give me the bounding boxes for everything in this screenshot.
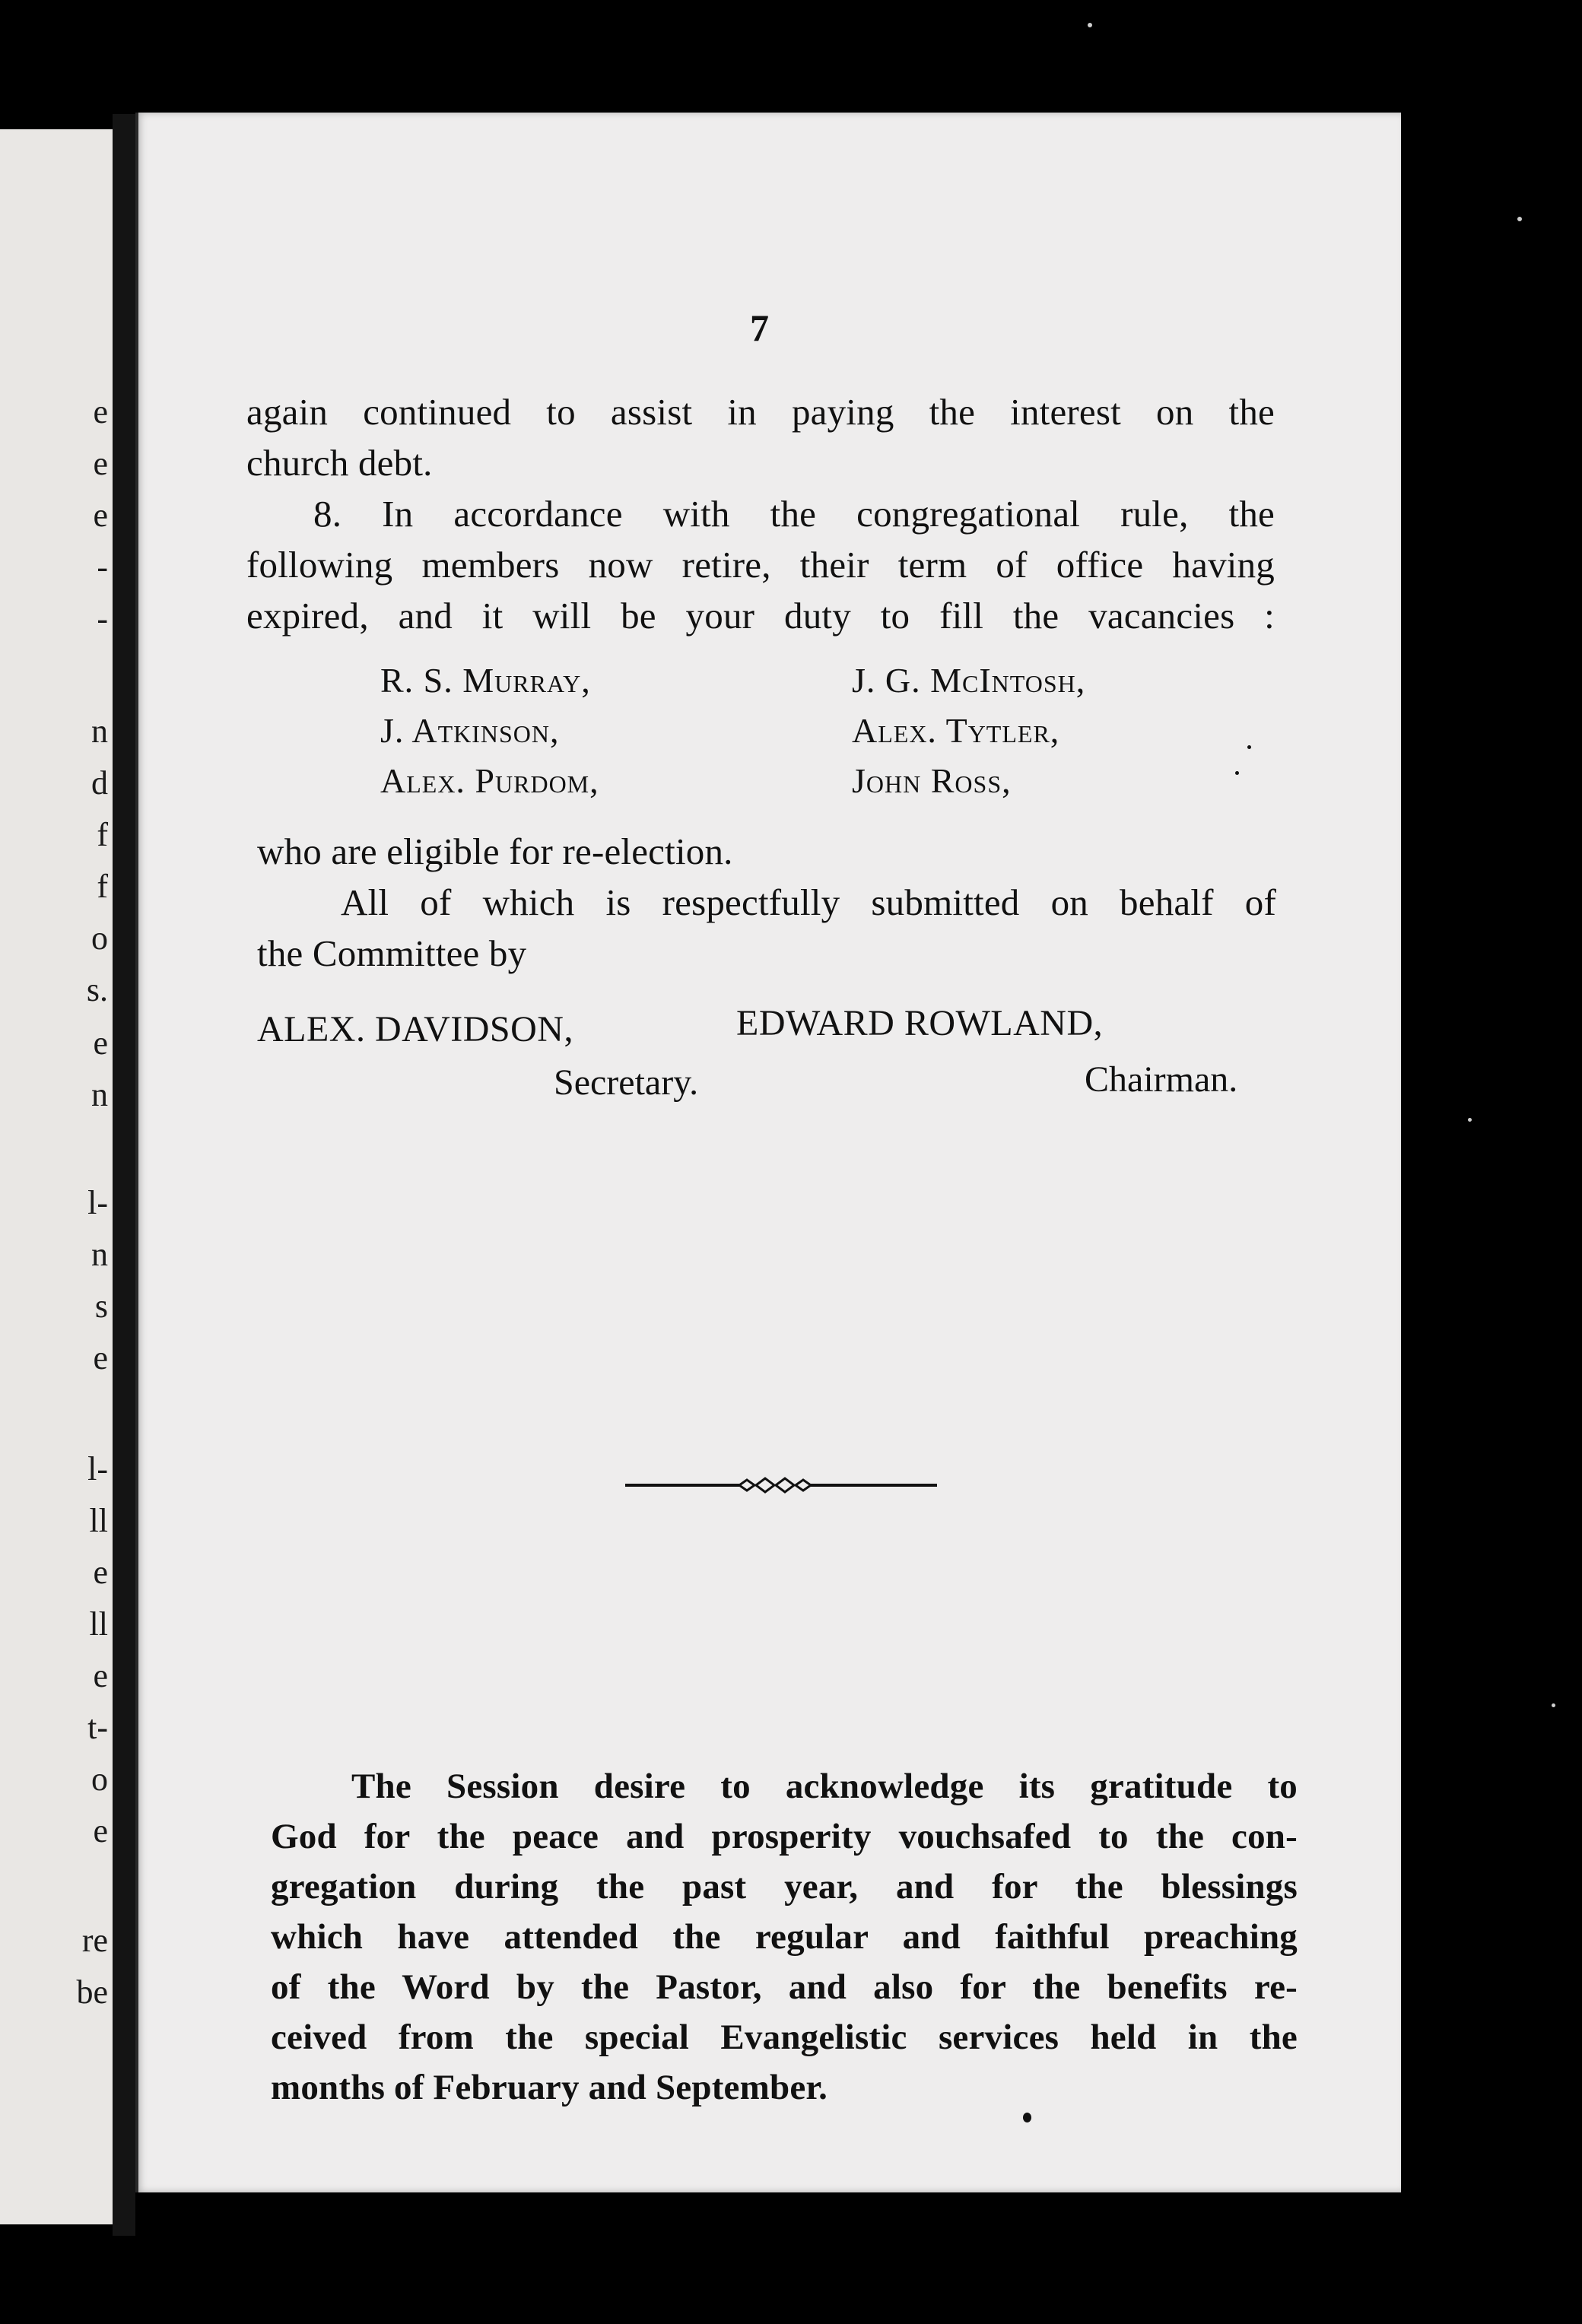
text-line: of the Word by the Pastor, and also for the benefits re- xyxy=(271,1967,1298,2007)
text-line: who are eligible for re-election. xyxy=(257,830,733,872)
previous-page-fragment: n xyxy=(91,1076,108,1113)
ink-speck xyxy=(1023,2113,1031,2122)
member-name: Alex. Tytler, xyxy=(852,711,1060,750)
text-line: expired, and it will be your duty to fill the vacancies : xyxy=(246,595,1275,637)
scan-speck xyxy=(1468,1118,1472,1122)
previous-page-fragment: o xyxy=(91,919,108,957)
previous-page-fragment: s xyxy=(94,1287,108,1325)
text-line: gregation during the past year, and for the blessings xyxy=(271,1867,1298,1907)
previous-page-fragment: n xyxy=(91,1236,108,1273)
previous-page-fragment: be xyxy=(76,1973,108,2011)
previous-page-fragment: e xyxy=(93,1554,108,1591)
previous-page-edge xyxy=(0,129,113,2224)
previous-page-fragment: ll xyxy=(89,1502,108,1539)
member-name: J. G. McIntosh, xyxy=(852,661,1086,700)
text-line: months of February and September. xyxy=(271,2068,828,2107)
previous-page-fragment: re xyxy=(81,1922,108,1959)
text-line: the Committee by xyxy=(257,932,527,974)
previous-page-fragment: f xyxy=(97,868,108,905)
page-edge xyxy=(135,113,138,2192)
previous-page-fragment: e xyxy=(93,1812,108,1849)
scan-speck xyxy=(1552,1703,1555,1707)
previous-page-fragment: e xyxy=(93,1339,108,1376)
secretary-name: ALEX. DAVIDSON, xyxy=(257,1009,573,1049)
ink-speck xyxy=(1235,771,1239,775)
member-name: John Ross, xyxy=(852,761,1012,800)
book-page xyxy=(135,113,1401,2192)
text-line: ceived from the special Evangelistic services held in the xyxy=(271,2018,1298,2057)
previous-page-fragment: e xyxy=(93,1024,108,1062)
section-divider-ornament xyxy=(625,1474,937,1497)
previous-page-fragment: l- xyxy=(87,1184,108,1221)
scan-speck xyxy=(1517,217,1522,221)
committee-report-text xyxy=(246,386,1275,641)
previous-page-fragment: - xyxy=(97,548,108,586)
previous-page-fragment: - xyxy=(97,600,108,637)
text-line: again continued to assist in paying the interest on the xyxy=(246,391,1275,433)
text-line: God for the peace and prosperity vouchsafed to the con- xyxy=(271,1817,1298,1856)
secretary-title: Secretary. xyxy=(554,1062,699,1103)
chairman-name: EDWARD ROWLAND, xyxy=(736,1003,1104,1043)
previous-page-fragment: d xyxy=(91,764,108,802)
text-line: 8. In accordance with the congregational rule, the xyxy=(313,493,1275,535)
text-line: The Session desire to acknowledge its gratitude to xyxy=(351,1767,1298,1806)
text-line: following members now retire, their term of office having xyxy=(246,544,1275,586)
text-line: which have attended the regular and faithful preaching xyxy=(271,1917,1298,1957)
previous-page-fragment: e xyxy=(93,445,108,482)
previous-page-fragment: o xyxy=(91,1760,108,1798)
previous-page-fragment: e xyxy=(93,497,108,534)
page-number: 7 xyxy=(750,306,769,349)
previous-page-fragment: s. xyxy=(86,971,108,1008)
member-name: R. S. Murray, xyxy=(380,661,591,700)
member-name: J. Atkinson, xyxy=(380,711,560,750)
book-gutter xyxy=(113,114,135,2236)
session-statement xyxy=(271,1761,1298,2113)
previous-page-fragment: e xyxy=(93,393,108,430)
previous-page-fragment: n xyxy=(91,713,108,750)
previous-page-fragment: e xyxy=(93,1657,108,1694)
text-line: All of which is respectfully submitted on behalf of xyxy=(341,881,1276,923)
chairman-title: Chairman. xyxy=(1085,1059,1238,1100)
previous-page-fragment: t- xyxy=(87,1709,108,1746)
text-line: church debt. xyxy=(246,442,433,484)
previous-page-fragment: f xyxy=(97,816,108,853)
scan-speck xyxy=(1088,23,1092,27)
ink-speck xyxy=(1247,745,1251,749)
member-name: Alex. Purdom, xyxy=(380,761,599,800)
previous-page-fragment: ll xyxy=(89,1605,108,1643)
previous-page-fragment: l- xyxy=(87,1450,108,1487)
submission-text xyxy=(257,826,1276,979)
